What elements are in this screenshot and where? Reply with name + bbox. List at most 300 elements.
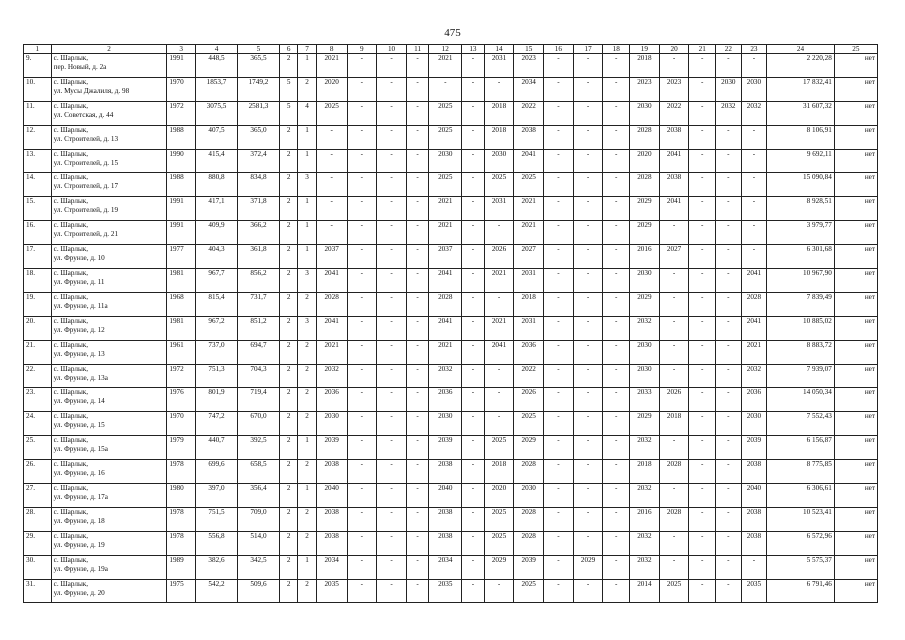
table-cell: 417,1: [196, 197, 238, 221]
table-cell: -: [406, 292, 429, 316]
table-cell: 2025: [484, 173, 514, 197]
table-cell: -: [544, 412, 574, 436]
table-cell: 2030: [484, 149, 514, 173]
table-cell: 4: [298, 101, 316, 125]
table-cell: 2: [298, 364, 316, 388]
table-cell: -: [347, 125, 377, 149]
table-cell: 14.: [24, 173, 52, 197]
table-cell: 29.: [24, 531, 52, 555]
table-cell: 2: [279, 531, 297, 555]
housing-register-table: [23, 44, 878, 603]
table-cell: -: [347, 507, 377, 531]
table-cell: 2018: [484, 460, 514, 484]
table-cell: 2041: [484, 340, 514, 364]
address-cell: с. Шарлык, ул. Фрунзе, д. 15: [51, 412, 167, 436]
table-cell: -: [377, 316, 407, 340]
table-row: [24, 221, 878, 245]
table-cell: нет: [834, 292, 877, 316]
table-cell: -: [689, 579, 716, 603]
table-cell: -: [603, 316, 630, 340]
table-cell: 2038: [429, 531, 462, 555]
table-cell: -: [603, 436, 630, 460]
table-cell: 2034: [429, 555, 462, 579]
table-cell: 2028: [630, 173, 660, 197]
table-cell: 2023: [514, 54, 544, 78]
table-cell: 2: [279, 221, 297, 245]
table-cell: 2025: [514, 173, 544, 197]
table-cell: -: [573, 245, 603, 269]
table-cell: 2018: [630, 460, 660, 484]
table-cell: -: [406, 77, 429, 101]
table-cell: -: [544, 197, 574, 221]
table-cell: -: [347, 340, 377, 364]
table-cell: 8 106,91: [767, 125, 835, 149]
column-header-23: 23: [741, 45, 767, 54]
table-cell: 10 523,41: [767, 507, 835, 531]
table-cell: 2: [298, 507, 316, 531]
table-cell: -: [462, 77, 485, 101]
table-cell: 15.: [24, 197, 52, 221]
table-cell: 2030: [514, 484, 544, 508]
table-cell: -: [462, 436, 485, 460]
table-cell: -: [659, 221, 689, 245]
table-cell: 22.: [24, 364, 52, 388]
table-cell: -: [716, 149, 742, 173]
table-cell: 3: [298, 316, 316, 340]
address-cell: с. Шарлык, ул. Фрунзе, д. 17а: [51, 484, 167, 508]
table-cell: -: [544, 101, 574, 125]
table-cell: 556,8: [196, 531, 238, 555]
table-cell: 709,0: [237, 507, 279, 531]
address-cell: с. Шарлык, ул. Советская, д. 44: [51, 101, 167, 125]
table-cell: 2032: [429, 364, 462, 388]
table-cell: -: [484, 364, 514, 388]
table-cell: 2027: [514, 245, 544, 269]
table-cell: 2038: [741, 507, 767, 531]
table-cell: -: [573, 197, 603, 221]
table-row: [24, 316, 878, 340]
table-cell: -: [462, 173, 485, 197]
table-cell: -: [462, 316, 485, 340]
address-cell: с. Шарлык, ул. Фрунзе, д. 19: [51, 531, 167, 555]
address-cell: с. Шарлык, ул. Фрунзе, д. 12: [51, 316, 167, 340]
table-cell: -: [689, 101, 716, 125]
column-number-row: [24, 45, 878, 54]
table-row: [24, 412, 878, 436]
table-cell: -: [603, 364, 630, 388]
table-cell: -: [462, 125, 485, 149]
table-cell: -: [347, 77, 377, 101]
table-cell: -: [573, 149, 603, 173]
table-cell: 2022: [514, 364, 544, 388]
table-row: [24, 245, 878, 269]
table-cell: -: [716, 292, 742, 316]
table-cell: -: [689, 531, 716, 555]
table-cell: 2 220,28: [767, 54, 835, 78]
table-cell: -: [573, 173, 603, 197]
table-cell: -: [316, 221, 347, 245]
table-cell: -: [716, 221, 742, 245]
table-cell: 2021: [484, 269, 514, 293]
table-cell: 2: [279, 269, 297, 293]
table-cell: -: [573, 364, 603, 388]
table-cell: 6 301,68: [767, 245, 835, 269]
table-cell: 1988: [167, 125, 196, 149]
table-row: [24, 149, 878, 173]
table-cell: 2032: [630, 436, 660, 460]
table-cell: -: [316, 197, 347, 221]
table-cell: -: [406, 555, 429, 579]
table-row: [24, 269, 878, 293]
table-cell: 31 607,32: [767, 101, 835, 125]
table-cell: 2030: [429, 149, 462, 173]
table-cell: 2038: [659, 173, 689, 197]
table-cell: -: [406, 460, 429, 484]
table-cell: 2030: [630, 101, 660, 125]
column-header-9: 9: [347, 45, 377, 54]
table-cell: 5: [279, 101, 297, 125]
table-cell: -: [544, 245, 574, 269]
column-header-19: 19: [630, 45, 660, 54]
table-cell: 1976: [167, 388, 196, 412]
table-cell: 2038: [316, 531, 347, 555]
table-cell: 2020: [316, 77, 347, 101]
column-header-12: 12: [429, 45, 462, 54]
table-cell: 1981: [167, 269, 196, 293]
address-cell: с. Шарлык, ул. Фрунзе, д. 13а: [51, 364, 167, 388]
table-cell: -: [462, 245, 485, 269]
table-cell: -: [377, 531, 407, 555]
table-cell: -: [462, 269, 485, 293]
table-cell: -: [716, 412, 742, 436]
table-cell: -: [544, 436, 574, 460]
table-cell: 2025: [484, 531, 514, 555]
table-cell: 2: [279, 125, 297, 149]
table-cell: 6 156,87: [767, 436, 835, 460]
table-cell: 440,7: [196, 436, 238, 460]
table-cell: 2021: [429, 54, 462, 78]
table-cell: -: [347, 245, 377, 269]
table-cell: 2029: [630, 412, 660, 436]
table-cell: -: [741, 555, 767, 579]
table-cell: нет: [834, 173, 877, 197]
table-cell: 2041: [659, 197, 689, 221]
address-cell: с. Шарлык, ул. Фрунзе, д. 13: [51, 340, 167, 364]
table-cell: 2: [279, 173, 297, 197]
table-cell: -: [689, 460, 716, 484]
table-cell: 2036: [741, 388, 767, 412]
table-cell: -: [603, 149, 630, 173]
table-cell: 2: [279, 316, 297, 340]
table-cell: 2030: [429, 412, 462, 436]
table-cell: 2036: [514, 340, 544, 364]
table-cell: нет: [834, 364, 877, 388]
table-cell: 2029: [484, 555, 514, 579]
column-header-20: 20: [659, 45, 689, 54]
table-cell: -: [689, 173, 716, 197]
table-cell: 2033: [630, 388, 660, 412]
table-cell: -: [406, 579, 429, 603]
table-cell: 28.: [24, 507, 52, 531]
table-cell: -: [573, 484, 603, 508]
table-cell: 2036: [429, 388, 462, 412]
table-cell: -: [484, 412, 514, 436]
table-cell: 751,5: [196, 507, 238, 531]
table-cell: -: [544, 173, 574, 197]
table-cell: 2028: [630, 125, 660, 149]
table-cell: -: [377, 388, 407, 412]
table-cell: -: [659, 364, 689, 388]
table-row: [24, 125, 878, 149]
table-cell: 397,0: [196, 484, 238, 508]
table-row: [24, 579, 878, 603]
table-cell: 2018: [484, 125, 514, 149]
table-cell: -: [406, 364, 429, 388]
column-header-2: 2: [51, 45, 167, 54]
table-cell: 1978: [167, 460, 196, 484]
table-cell: 24.: [24, 412, 52, 436]
table-cell: 2034: [316, 555, 347, 579]
table-cell: 18.: [24, 269, 52, 293]
table-cell: нет: [834, 579, 877, 603]
table-cell: -: [347, 292, 377, 316]
table-cell: 2028: [741, 292, 767, 316]
table-cell: -: [716, 173, 742, 197]
table-cell: 2020: [484, 484, 514, 508]
table-row: [24, 436, 878, 460]
table-cell: -: [573, 292, 603, 316]
address-cell: с. Шарлык, ул. Фрунзе, д. 20: [51, 579, 167, 603]
table-cell: -: [573, 54, 603, 78]
table-cell: -: [406, 340, 429, 364]
table-cell: нет: [834, 436, 877, 460]
table-cell: 2025: [514, 579, 544, 603]
table-cell: -: [406, 101, 429, 125]
table-cell: 10.: [24, 77, 52, 101]
table-cell: -: [544, 269, 574, 293]
table-cell: -: [716, 269, 742, 293]
table-cell: -: [659, 292, 689, 316]
table-cell: -: [603, 555, 630, 579]
table-cell: 509,6: [237, 579, 279, 603]
table-cell: 2: [279, 484, 297, 508]
table-row: [24, 197, 878, 221]
table-cell: 2025: [484, 436, 514, 460]
table-cell: 704,3: [237, 364, 279, 388]
table-cell: -: [689, 340, 716, 364]
table-cell: 1975: [167, 579, 196, 603]
column-header-10: 10: [377, 45, 407, 54]
table-cell: 1961: [167, 340, 196, 364]
table-cell: -: [462, 460, 485, 484]
column-header-5: 5: [237, 45, 279, 54]
address-cell: с. Шарлык, ул. Фрунзе, д. 11а: [51, 292, 167, 316]
table-cell: -: [544, 484, 574, 508]
table-cell: 2016: [630, 507, 660, 531]
table-cell: 2041: [429, 316, 462, 340]
table-cell: 2031: [514, 316, 544, 340]
table-cell: -: [377, 54, 407, 78]
table-cell: 1991: [167, 54, 196, 78]
table-cell: 2035: [429, 579, 462, 603]
table-cell: -: [689, 149, 716, 173]
table-cell: 448,5: [196, 54, 238, 78]
table-row: [24, 507, 878, 531]
table-cell: 8 883,72: [767, 340, 835, 364]
address-cell: с. Шарлык, ул. Строителей, д. 15: [51, 149, 167, 173]
table-cell: -: [406, 388, 429, 412]
table-cell: -: [462, 531, 485, 555]
table-cell: 1853,7: [196, 77, 238, 101]
table-cell: -: [377, 245, 407, 269]
table-cell: 2032: [630, 531, 660, 555]
table-cell: 2025: [484, 507, 514, 531]
table-cell: -: [603, 388, 630, 412]
table-cell: -: [716, 388, 742, 412]
table-cell: 3 979,77: [767, 221, 835, 245]
table-cell: нет: [834, 77, 877, 101]
table-cell: -: [689, 77, 716, 101]
table-cell: 2: [279, 245, 297, 269]
column-header-15: 15: [514, 45, 544, 54]
column-header-7: 7: [298, 45, 316, 54]
table-cell: 1970: [167, 77, 196, 101]
table-cell: -: [462, 54, 485, 78]
table-cell: -: [544, 149, 574, 173]
table-cell: -: [377, 221, 407, 245]
table-cell: 2021: [429, 340, 462, 364]
table-cell: 2: [279, 436, 297, 460]
table-cell: 2035: [741, 579, 767, 603]
table-cell: -: [406, 269, 429, 293]
table-cell: -: [544, 460, 574, 484]
table-row: [24, 364, 878, 388]
table-cell: 1: [298, 197, 316, 221]
table-cell: -: [659, 269, 689, 293]
table-cell: 699,6: [196, 460, 238, 484]
address-cell: с. Шарлык, ул. Строителей, д. 17: [51, 173, 167, 197]
table-cell: 27.: [24, 484, 52, 508]
table-cell: -: [716, 364, 742, 388]
table-body: [24, 54, 878, 603]
table-cell: 2039: [316, 436, 347, 460]
table-cell: 2026: [659, 388, 689, 412]
table-cell: 2040: [316, 484, 347, 508]
table-cell: 2029: [630, 292, 660, 316]
table-cell: 2016: [630, 245, 660, 269]
table-cell: 10 967,90: [767, 269, 835, 293]
table-cell: -: [544, 54, 574, 78]
table-cell: -: [689, 507, 716, 531]
table-cell: 7 939,07: [767, 364, 835, 388]
table-cell: 2: [279, 292, 297, 316]
table-cell: -: [544, 221, 574, 245]
table-cell: 21.: [24, 340, 52, 364]
table-cell: -: [689, 125, 716, 149]
table-cell: 2021: [429, 197, 462, 221]
table-cell: -: [377, 555, 407, 579]
table-cell: -: [544, 316, 574, 340]
table-cell: -: [689, 412, 716, 436]
table-cell: 2025: [659, 579, 689, 603]
table-cell: -: [377, 507, 407, 531]
table-cell: 1: [298, 484, 316, 508]
table-cell: 23.: [24, 388, 52, 412]
table-cell: 2039: [514, 555, 544, 579]
table-cell: -: [462, 412, 485, 436]
table-cell: -: [659, 316, 689, 340]
table-cell: 2021: [316, 340, 347, 364]
table-cell: -: [406, 436, 429, 460]
table-cell: 2029: [573, 555, 603, 579]
table-cell: нет: [834, 54, 877, 78]
table-cell: 3: [298, 269, 316, 293]
table-cell: 2: [279, 555, 297, 579]
table-cell: 2025: [429, 125, 462, 149]
column-header-14: 14: [484, 45, 514, 54]
table-cell: -: [462, 507, 485, 531]
table-cell: 2030: [316, 412, 347, 436]
table-cell: -: [377, 340, 407, 364]
table-cell: 1991: [167, 197, 196, 221]
table-cell: 2028: [514, 531, 544, 555]
table-cell: 2038: [429, 507, 462, 531]
table-cell: 2031: [484, 197, 514, 221]
page-number: 475: [444, 27, 461, 39]
table-cell: -: [544, 125, 574, 149]
table-cell: -: [603, 579, 630, 603]
table-cell: -: [716, 125, 742, 149]
table-cell: 382,6: [196, 555, 238, 579]
table-cell: -: [716, 436, 742, 460]
table-cell: -: [603, 221, 630, 245]
table-cell: 834,8: [237, 173, 279, 197]
table-cell: -: [462, 101, 485, 125]
table-cell: -: [659, 54, 689, 78]
table-cell: -: [741, 245, 767, 269]
table-cell: -: [603, 340, 630, 364]
table-cell: -: [544, 77, 574, 101]
table-cell: -: [462, 340, 485, 364]
table-row: [24, 531, 878, 555]
table-cell: -: [544, 555, 574, 579]
table-cell: -: [377, 579, 407, 603]
table-cell: -: [544, 507, 574, 531]
table-cell: -: [689, 269, 716, 293]
table-cell: 2021: [514, 221, 544, 245]
table-cell: 2036: [316, 388, 347, 412]
table-cell: -: [377, 292, 407, 316]
column-header-8: 8: [316, 45, 347, 54]
table-cell: 2023: [630, 77, 660, 101]
table-cell: -: [544, 388, 574, 412]
table-cell: -: [406, 245, 429, 269]
table-cell: 372,4: [237, 149, 279, 173]
table-cell: 2026: [514, 388, 544, 412]
table-cell: 2029: [630, 197, 660, 221]
table-cell: 737,0: [196, 340, 238, 364]
table-cell: 2037: [429, 245, 462, 269]
table-cell: -: [573, 316, 603, 340]
table-cell: 409,9: [196, 221, 238, 245]
table-cell: 2030: [630, 364, 660, 388]
table-row: [24, 173, 878, 197]
table-cell: 2023: [659, 77, 689, 101]
table-cell: 2032: [741, 364, 767, 388]
table-cell: 856,2: [237, 269, 279, 293]
table-cell: 2026: [484, 245, 514, 269]
table-cell: 2028: [659, 460, 689, 484]
